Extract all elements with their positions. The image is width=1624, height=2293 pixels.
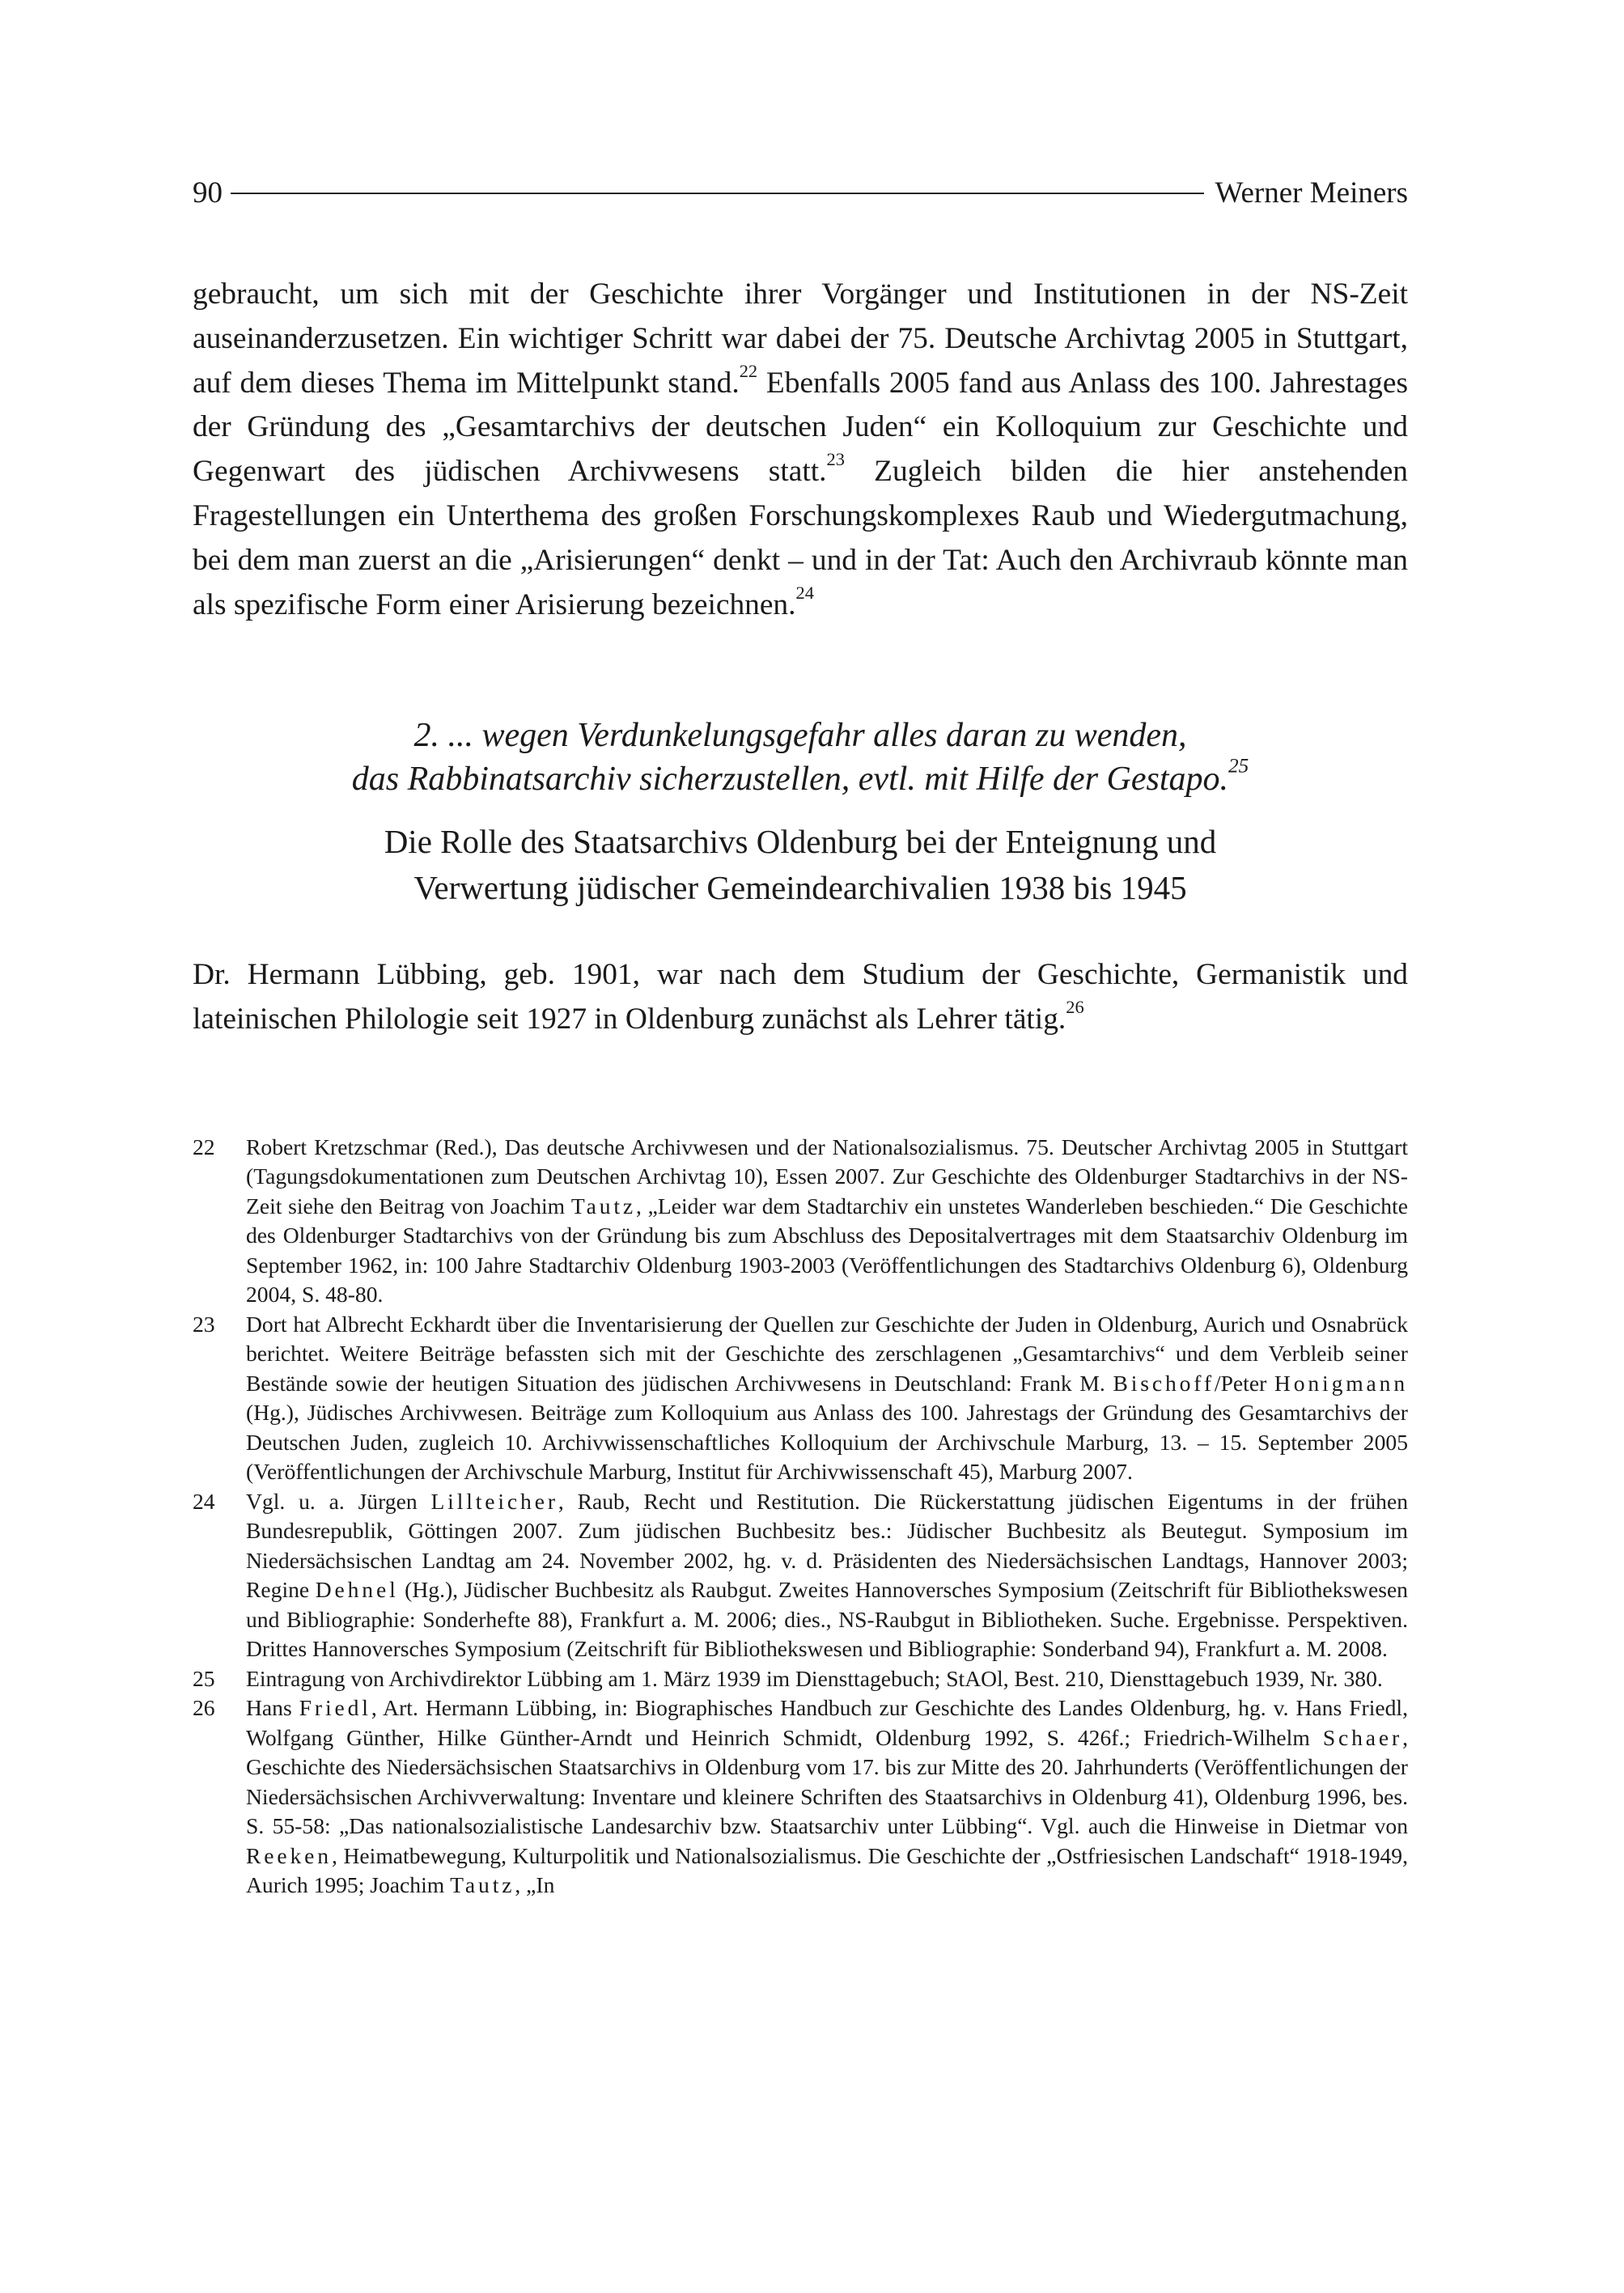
footnotes [193,1133,1408,1901]
footnote-author-name: Honigmann [1274,1370,1408,1396]
footnote-author-name: Dehnel [315,1577,399,1603]
footnote-number: 25 [193,1665,215,1691]
footnote-segment: , „In [515,1872,555,1898]
footnote-text [246,1664,1408,1694]
footnote-author-name: Schaer [1322,1724,1403,1750]
footnote-segment: , „Leider war dem Stadtarchiv ein unstetes Wanderleben beschieden.“ Die Geschichte des Oldenburger Stadtarchivs von der Gründung bis zum Abschluss des Depositalvertrages mit dem Staatsarchiv Oldenburg im September 1962, in: 100 Jahre Stadtarchiv Oldenburg 1903-2003 (Veröffentlichungen des Stadtarchivs Oldenburg 6), Oldenburg 2004, S. 48-80. [246,1193,1408,1308]
body-paragraph-1 [193,273,1408,627]
footnote-ref-22[interactable]: 22 [739,360,758,381]
footnote-number: 26 [193,1695,215,1721]
footnote-author-name: Tautz [570,1193,637,1219]
header-rule [231,193,1204,194]
footnote-text [246,1310,1408,1487]
page-number: 90 [193,176,223,210]
footnote-text [246,1487,1408,1664]
footnote-24 [193,1487,1408,1664]
footnote-number: 22 [193,1134,215,1159]
quote-line: das Rabbinatsarchiv sicherzustellen, evtl. mit Hilfe der Gestapo. [351,761,1229,799]
paragraph-text: gebraucht, um sich mit der Geschichte ihrer Vorgänger und Institutionen in der NS-Zeit auseinanderzusetzen. Ein wichtiger Schritt war dabei der 75. Deutsche Archivtag 2005 in Stuttgart, auf dem dieses Thema im Mittelpunkt stand. [193,278,1408,400]
footnote-author-name: Reeken [246,1842,332,1868]
footnote-text [246,1693,1408,1901]
footnote-author-name: Robert Kretzschmar [246,1134,429,1159]
footnote-segment: Dort hat Albrecht Eckhardt über die Inventarisierung der Quellen zur Geschichte der Juden in Oldenburg, Aurich und Osnabrück berichtet. Weitere Beiträge befassten sich mit der Geschichte des zerschlagenen „Gesamtarchivs“ und dem Verbleib seiner Bestände sowie der heutigen Situation des jüdischen Archivwesens in Deutschland: Frank M. [246,1311,1408,1396]
footnote-text [246,1133,1408,1310]
footnote-segment: (Hg.), Jüdisches Archivwesen. Beiträge zum Kolloquium aus Anlass des 100. Jahrestags der Gründung des Gesamtarchivs der Deutschen Juden, zugleich 10. Archivwissenschaftliches Kolloquium der Archivschule Marburg, 13. – 15. September 2005 (Veröffentlichungen der Archivschule Marburg, Institut für Archivwissenschaft 45), Marburg 2007. [246,1400,1408,1485]
footnote-ref-26[interactable]: 26 [1066,997,1084,1018]
footnote-22 [193,1133,1408,1310]
section-quote-heading [193,714,1408,801]
footnote-23 [193,1310,1408,1487]
footnote-number: 23 [193,1311,215,1337]
quote-line-with-ref [193,757,1408,801]
footnote-segment: (Red.), Das deutsche Archivwesen und der Nationalsozialismus. 75. Deutscher Archivtag 2005 in Stuttgart (Tagungsdokumentationen zum Deutschen Archivtag 10), Essen 2007. Zur Geschichte des Oldenburger Stadtarchivs in der NS-Zeit siehe den Beitrag von Joachim [246,1134,1408,1219]
paragraph-text: Ebenfalls 2005 fand aus Anlass des 100. Jahrestages der Gründung des „Gesamtarchivs der deutschen Juden“ ein Kolloquium zur Geschichte und Gegenwart des jüdischen Archivwesens statt. [193,366,1408,489]
section-title-line: Verwertung jüdischer Gemeindearchivalien 1938 bis 1945 [413,869,1187,907]
paragraph-text: Dr. Hermann Lübbing, geb. 1901, war nach dem Studium der Geschichte, Germanistik und lateinischen Philologie seit 1927 in Oldenburg zunächst als Lehrer tätig. [193,958,1408,1036]
footnote-ref-24[interactable]: 24 [795,582,814,603]
footnote-segment: (Hg.), Jüdischer Buchbesitz als Raubgut. Zweites Hannoversches Symposium (Zeitschrift für Bibliothekswesen und Bibliographie: Sonderhefte 88), Frankfurt a. M. 2006; dies., NS-Raubgut in Bibliotheken. Suche. Ergebnisse. Perspektiven. Drittes Hannoversches Symposium (Zeitschrift für Bibliothekswesen und Bibliographie: Sonderband 94), Frankfurt a. M. 2008. [246,1577,1408,1662]
footnote-segment: /Peter [1214,1370,1274,1396]
footnote-author-name: Friedl [299,1695,371,1721]
footnote-ref-25[interactable]: 25 [1228,755,1249,778]
footnote-author-name: Tautz [450,1872,515,1898]
footnote-number: 24 [193,1488,215,1514]
footnote-segment: , Art. Hermann Lübbing, in: Biographisches Handbuch zur Geschichte des Landes Oldenburg, hg. v. Hans Friedl, Wolfgang Günther, Hilke Günther-Arndt und Heinrich Schmidt, Oldenburg 1992, S. 426f.; Friedrich-Wilhelm [246,1695,1408,1750]
quote-line: 2. ... wegen Verdunkelungsgefahr alles daran zu wenden, [413,717,1187,755]
footnote-segment: Eintragung von Archivdirektor Lübbing am 1. März 1939 im Diensttagebuch; StAOl, Best. 210, Diensttagebuch 1939, Nr. 380. [246,1665,1383,1691]
footnote-segment: , Geschichte des Niedersächsischen Staatsarchivs in Oldenburg vom 17. bis zur Mitte des 20. Jahrhunderts (Veröffentlichungen der Niedersächsischen Archivverwaltung: Inventare und kleinere Schriften des Staatsarchivs in Oldenburg 41), Oldenburg 1996, bes. S. 55-58: „Das nationalsozialistische Landesarchiv bzw. Staatsarchiv unter Lübbing“. Vgl. auch die Hinweise in Dietmar von [246,1724,1408,1839]
footnote-26 [193,1693,1408,1901]
footnote-ref-23[interactable]: 23 [826,449,845,470]
footnote-segment: , Heimatbewegung, Kulturpolitik und Nationalsozialismus. Die Geschichte der „Ostfriesischen Landschaft“ 1918-1949, Aurich 1995; Joachim [246,1842,1408,1898]
footnote-author-name: Bischoff [1113,1370,1215,1396]
section-title-line: Die Rolle des Staatsarchivs Oldenburg bei der Enteignung und [384,823,1217,861]
footnote-author-name: Lillteicher [430,1488,558,1514]
footnote-segment: , Raub, Recht und Restitution. Die Rückerstattung jüdischen Eigentums in der frühen Bundesrepublik, Göttingen 2007. Zum jüdischen Buchbesitz bes.: Jüdischer Buchbesitz als Beutegut. Symposium im Niedersächsischen Landtag am 24. November 2002, hg. v. d. Präsidenten des Niedersächsischen Landtags, Hannover 2003; Regine [246,1488,1408,1603]
body-paragraph-2 [193,953,1408,1042]
page [193,178,1408,1901]
running-head-author: Werner Meiners [1215,176,1408,210]
footnote-segment: Hans [246,1695,299,1721]
section-title [193,819,1408,911]
paragraph-text: Zugleich bilden die hier anstehenden Fragestellungen ein Unterthema des großen Forschungskomplexes Raub und Wiedergutmachung, bei dem man zuerst an die „Arisierungen“ denkt – und in der Tat: Auch den Archivraub könnte man als spezifische Form einer Arisierung bezeichnen. [193,455,1408,621]
footnote-25 [193,1664,1408,1694]
footnote-segment: Vgl. u. a. Jürgen [246,1488,431,1514]
running-head [193,178,1408,208]
